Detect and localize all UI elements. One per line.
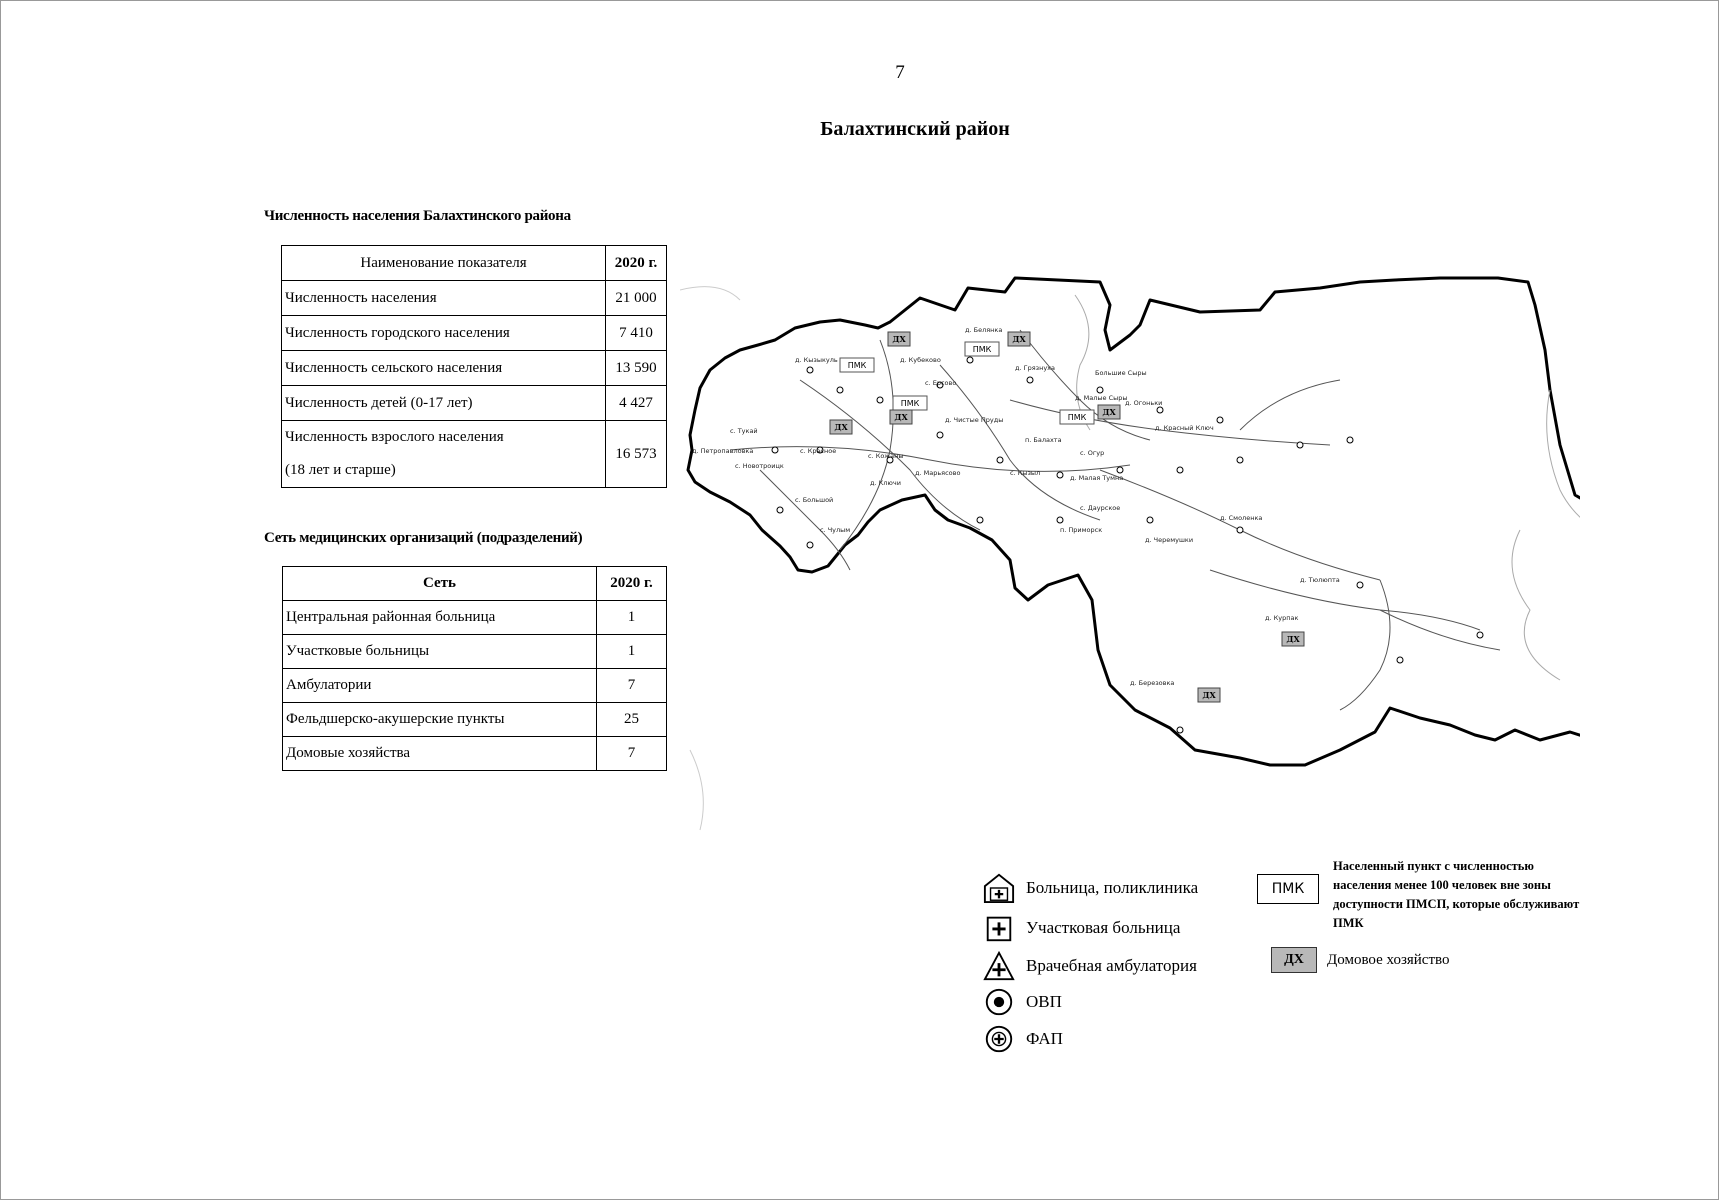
row-value: 21 000 [606,281,667,316]
district-map [680,270,1580,850]
row-value: 25 [597,703,667,737]
legend-fap-label: ФАП [1026,1029,1063,1048]
table-row [283,669,667,703]
map-label: с. Кожаны [868,452,904,460]
row-name: Численность городского населения [282,316,606,351]
map-label: д. Малые Сыры [1075,394,1128,402]
row-value: 16 573 [606,421,667,488]
table-header-row [282,246,667,281]
hospital-icon [982,872,1016,904]
map-dx: ДХ [892,334,906,344]
ambulatory-icon [982,950,1016,982]
row-value: 7 [597,737,667,771]
map-pmk: ПМК [972,345,992,354]
header-name: Наименование показателя [282,246,606,281]
map-label: д. Красный Ключ [1155,424,1214,432]
map-label: с. Новотроицк [735,462,784,470]
row-name: Численность детей (0-17 лет) [282,386,606,421]
legend-district-hospital-label: Участковая больница [1026,918,1181,937]
row-name: Фельдшерско-акушерские пункты [283,703,597,737]
legend-ambulatory [982,950,1197,982]
row-name: Домовые хозяйства [283,737,597,771]
population-table [281,245,667,488]
legend-pmk-description: Населенный пункт с численностью населения менее 100 человек вне зоны доступности ПМСП, которые обслуживают ПМК [1333,859,1580,930]
table-row [283,601,667,635]
map-label: д. Грязнуха [1015,364,1056,372]
map-dx: ДХ [834,422,848,432]
row-name [282,421,606,488]
ovp-icon [982,986,1016,1018]
map-label: д. Чистые Пруды [945,416,1004,424]
fap-icon [982,1023,1016,1055]
row-name: Участковые больницы [283,635,597,669]
row-name: Численность сельского населения [282,351,606,386]
map-label: п. Приморск [1060,526,1103,534]
row-name-line1: Численность взрослого населения [285,429,504,445]
map-label: д. Тюлюпта [1300,576,1340,584]
map-dx: ДХ [894,412,908,422]
legend-dx [1271,947,1449,973]
legend-district-hospital [982,912,1180,944]
map-label: д. Огоньки [1125,399,1163,407]
header-name: Сеть [283,567,597,601]
legend-fap [982,1023,1063,1055]
dx-box: ДХ [1271,947,1317,973]
table-row [283,737,667,771]
table-row [282,281,667,316]
map-label: с. Большой [795,496,834,504]
legend-ovp [982,986,1062,1018]
legend-pmk [1257,874,1319,904]
map-label: с. Кызыл [1010,469,1041,477]
map-label: п. Балахта [1025,436,1062,444]
district-hospital-icon [982,912,1016,944]
network-table [282,566,667,771]
page-number: 7 [895,62,905,83]
table-row [282,316,667,351]
map-label: с. Даурское [1080,504,1121,512]
map-dx: ДХ [1012,334,1026,344]
row-value: 7 410 [606,316,667,351]
row-value: 4 427 [606,386,667,421]
legend-dx-label: Домовое хозяйство [1327,951,1450,968]
row-value: 13 590 [606,351,667,386]
row-name: Численность населения [282,281,606,316]
table-row [283,703,667,737]
map-label: с. Ерсово [925,379,957,387]
map-label: с. Тукай [730,427,758,435]
map-label: д. Курпак [1265,614,1299,622]
header-year: 2020 г. [606,246,667,281]
table-row [283,635,667,669]
map-dx: ДХ [1102,407,1116,417]
map-label: д. Березовка [1130,679,1175,687]
row-value: 1 [597,601,667,635]
legend-hospital-label: Больница, поликлиника [1026,878,1199,897]
map-label: д. Белянка [965,326,1003,334]
map-label: с. Огур [1080,449,1105,457]
district-border [688,278,1580,765]
map-label: д. Черемушки [1145,536,1194,544]
legend-ovp-label: ОВП [1026,992,1062,1011]
map-pmk: ПМК [847,361,867,370]
map-label: д. Петропавловка [692,447,754,455]
map-label: д. Марьясово [915,469,961,477]
table-header-row [283,567,667,601]
legend-hospital [982,872,1198,904]
map-label: Большие Сыры [1095,369,1147,377]
map-label: с. Красное [800,447,837,455]
header-year: 2020 г. [597,567,667,601]
page-title: Балахтинский район [820,118,1010,140]
row-value: 1 [597,635,667,669]
row-name: Центральная районная больница [283,601,597,635]
table-row [282,351,667,386]
row-name: Амбулатории [283,669,597,703]
network-table-caption: Сеть медицинских организаций (подразделений) [264,530,583,546]
map-label: д. Смоленка [1220,514,1263,522]
map-pmk: ПМК [1067,413,1087,422]
map-label: с. Чулым [820,526,851,534]
table-row [282,386,667,421]
pmk-box: ПМК [1257,874,1319,904]
legend-ambulatory-label: Врачебная амбулатория [1026,956,1197,975]
map-label: д. Кубеково [900,356,941,364]
map-label: д. Ключи [870,479,901,487]
table-row [282,421,667,488]
map-label: д. Малая Тумна [1070,474,1124,482]
map-dx: ДХ [1286,634,1300,644]
map-label: д. Кызыкуль [795,356,838,364]
population-table-caption: Численность населения Балахтинского района [264,208,571,224]
map-dx: ДХ [1202,690,1216,700]
map-pmk: ПМК [900,399,920,408]
row-name-line2: (18 лет и старше) [285,462,396,478]
row-value: 7 [597,669,667,703]
